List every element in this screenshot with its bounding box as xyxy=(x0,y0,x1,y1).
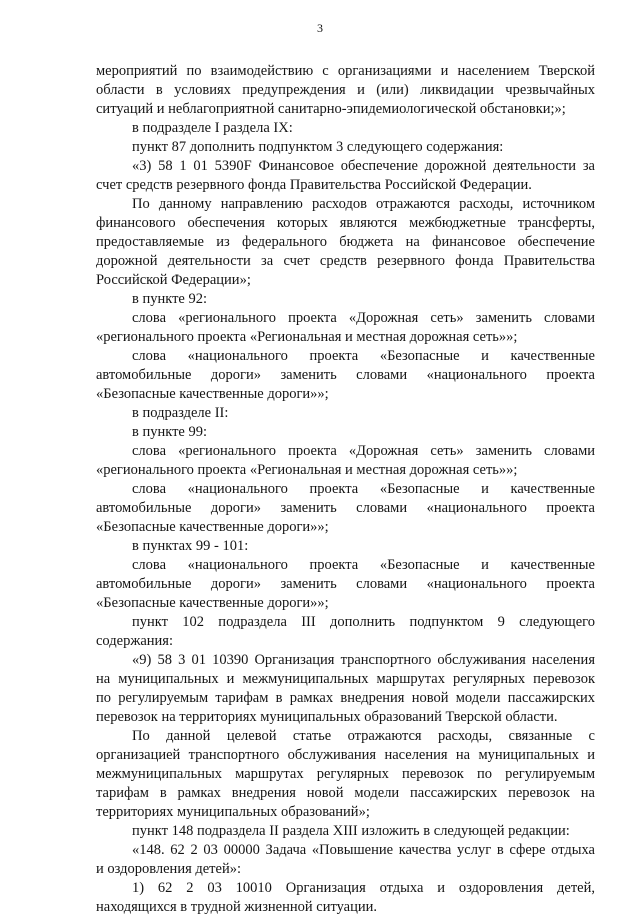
text-line: «Безопасные качественные дороги»»; xyxy=(96,595,329,611)
paragraph xyxy=(96,119,595,138)
text-line: слова «национального проекта «Безопасные и качественные xyxy=(132,348,595,364)
text-line: автомобильные дороги» заменить словами «национального проекта xyxy=(96,500,595,516)
paragraph xyxy=(96,309,595,347)
text-line: перевозок на территориях муниципальных образований Тверской области. xyxy=(96,709,558,725)
text-line: «Безопасные качественные дороги»»; xyxy=(96,386,329,402)
text-line: территориях муниципальных образований»; xyxy=(96,804,370,820)
text-line: «регионального проекта «Региональная и местная дорожная сеть»»; xyxy=(96,462,518,478)
text-line: пункт 87 дополнить подпунктом 3 следующего содержания: xyxy=(132,139,504,155)
text-line: тарифам в рамках внедрения новой модели пассажирских перевозок на xyxy=(96,785,595,801)
text-line: организацией транспортного обслуживания населения на муниципальных и xyxy=(96,747,595,763)
text-line: содержания: xyxy=(96,633,174,649)
text-line: слова «национального проекта «Безопасные и качественные xyxy=(132,557,595,573)
paragraph xyxy=(96,480,595,537)
text-line: находящихся в трудной жизненной ситуации. xyxy=(96,899,378,915)
text-line: на муниципальных и межмуниципальных маршрутах регулярных перевозок xyxy=(96,671,595,687)
paragraph xyxy=(96,537,595,556)
text-line: Российской Федерации»; xyxy=(96,272,251,288)
text-line: «3) 58 1 01 5390F Финансовое обеспечение дорожной деятельности за xyxy=(132,158,595,174)
text-line: межмуниципальных маршрутах регулярных перевозок по регулируемым xyxy=(96,766,595,782)
text-line: в подразделе I раздела IX: xyxy=(132,120,293,136)
text-line: «9) 58 3 01 10390 Организация транспортного обслуживания населения xyxy=(132,652,595,668)
paragraph xyxy=(96,347,595,404)
text-line: и оздоровления детей»: xyxy=(96,861,241,877)
paragraph xyxy=(96,442,595,480)
paragraph xyxy=(96,195,595,290)
text-line: «148. 62 2 03 00000 Задача «Повышение качества услуг в сфере отдыха xyxy=(132,842,595,858)
text-line: области в условиях предупреждения и (или) ликвидации чрезвычайных xyxy=(96,82,595,98)
paragraph xyxy=(96,727,595,822)
text-line: в пункте 99: xyxy=(132,424,208,440)
text-line: По данной целевой статье отражаются расходы, связанные с xyxy=(132,728,595,744)
text-line: автомобильные дороги» заменить словами «национального проекта xyxy=(96,576,595,592)
paragraph xyxy=(96,879,595,917)
text-line: в пункте 92: xyxy=(132,291,208,307)
text-line: «регионального проекта «Региональная и местная дорожная сеть»»; xyxy=(96,329,518,345)
text-line: в пунктах 99 - 101: xyxy=(132,538,249,554)
text-line: пункт 148 подраздела II раздела XIII изложить в следующей редакции: xyxy=(132,823,570,839)
text-line: слова «регионального проекта «Дорожная сеть» заменить словами xyxy=(132,310,595,326)
text-line: предоставляемые из федерального бюджета на финансовое обеспечение xyxy=(96,234,595,250)
paragraph xyxy=(96,651,595,727)
text-line: слова «национального проекта «Безопасные и качественные xyxy=(132,481,595,497)
paragraph xyxy=(96,423,595,442)
paragraph xyxy=(96,290,595,309)
text-line: ситуаций и неблагоприятной санитарно-эпидемиологической обстановки;»; xyxy=(96,101,566,117)
text-line: финансового обеспечения которых являются межбюджетные трансферты, xyxy=(96,215,595,231)
paragraph xyxy=(96,138,595,157)
document-body xyxy=(96,62,595,917)
paragraph xyxy=(96,841,595,879)
paragraph xyxy=(96,157,595,195)
paragraph xyxy=(96,822,595,841)
text-line: мероприятий по взаимодействию с организациями и населением Тверской xyxy=(96,63,595,79)
paragraph xyxy=(96,613,595,651)
text-line: «Безопасные качественные дороги»»; xyxy=(96,519,329,535)
text-line: счет средств резервного фонда Правительства Российской Федерации. xyxy=(96,177,532,193)
text-line: 1) 62 2 03 10010 Организация отдыха и оздоровления детей, xyxy=(132,880,595,896)
text-line: по регулируемым тарифам в рамках внедрения новой модели пассажирских xyxy=(96,690,595,706)
text-line: пункт 102 подраздела III дополнить подпунктом 9 следующего xyxy=(132,614,595,630)
paragraph xyxy=(96,556,595,613)
text-line: По данному направлению расходов отражаются расходы, источником xyxy=(132,196,595,212)
text-line: автомобильные дороги» заменить словами «национального проекта xyxy=(96,367,595,383)
paragraph xyxy=(96,404,595,423)
page-number: 3 xyxy=(317,21,323,35)
text-line: слова «регионального проекта «Дорожная сеть» заменить словами xyxy=(132,443,595,459)
text-line: в подразделе II: xyxy=(132,405,229,421)
paragraph xyxy=(96,62,595,119)
text-line: дорожной деятельности за счет средств резервного фонда Правительства xyxy=(96,253,595,269)
